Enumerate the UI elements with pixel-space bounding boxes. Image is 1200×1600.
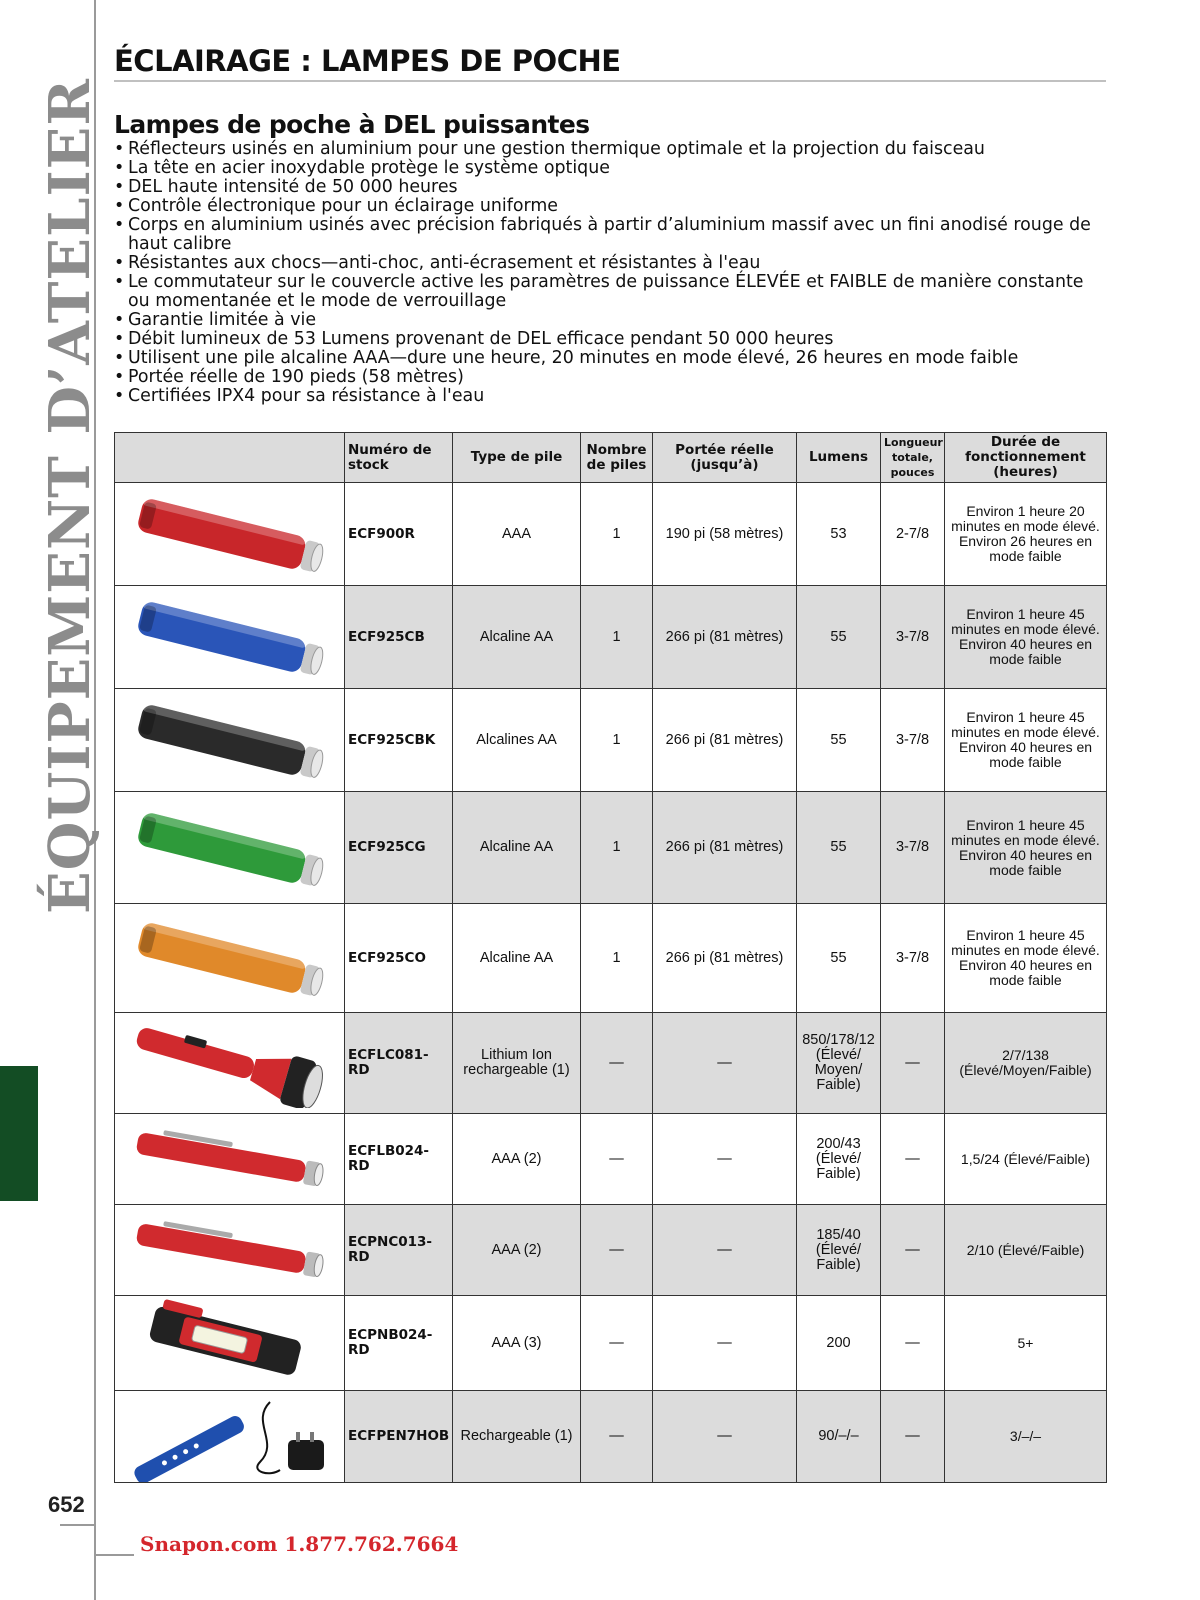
- cell-lumens: 185/40 (Élevé/ Faible): [797, 1205, 881, 1296]
- cell-range: —: [653, 1205, 797, 1296]
- header-range: Portée réelle (jusqu’à): [653, 433, 797, 483]
- cell-range: —: [653, 1013, 797, 1114]
- cell-length: —: [881, 1391, 945, 1483]
- feature-item: • Certifiées IPX4 pour sa résistance à l'eau: [114, 387, 1104, 406]
- cell-length: —: [881, 1205, 945, 1296]
- cell-length: 3-7/8: [881, 586, 945, 689]
- header-stock: Numéro de stock: [345, 433, 453, 483]
- product-image: [115, 689, 345, 792]
- penlight-red-icon: [120, 1114, 340, 1204]
- product-image: [115, 1013, 345, 1114]
- cell-duration: Environ 1 heure 45 minutes en mode élevé. Environ 40 heures en mode faible: [945, 689, 1107, 792]
- feature-item: • DEL haute intensité de 50 000 heures: [114, 178, 1104, 197]
- cell-lumens: 90/–/–: [797, 1391, 881, 1483]
- cell-count: —: [581, 1391, 653, 1483]
- penlight-blue-charger-icon: [120, 1392, 340, 1482]
- work-light-red-icon: [120, 1298, 340, 1388]
- table-row: [115, 1013, 1107, 1114]
- cell-battery: Alcaline AA: [453, 586, 581, 689]
- side-title: ÉQUIPEMENT D’ATELIER: [37, 78, 103, 914]
- cell-count: 1: [581, 792, 653, 904]
- table-row: [115, 1296, 1107, 1391]
- cell-lumens: 850/178/12 (Élevé/ Moyen/ Faible): [797, 1013, 881, 1114]
- header-count: Nombre de piles: [581, 433, 653, 483]
- cell-length: 2-7/8: [881, 483, 945, 586]
- product-image: [115, 904, 345, 1013]
- cell-count: —: [581, 1013, 653, 1114]
- cell-count: 1: [581, 483, 653, 586]
- cell-battery: Alcaline AA: [453, 792, 581, 904]
- feature-item: • Garantie limitée à vie: [114, 311, 1104, 330]
- cell-lumens: 55: [797, 792, 881, 904]
- flashlight-red-icon: [120, 489, 340, 579]
- table-row: [115, 1391, 1107, 1483]
- cell-duration: 5+: [945, 1296, 1107, 1391]
- page-number: 652: [48, 1492, 85, 1517]
- page-title: ÉCLAIRAGE : LAMPES DE POCHE: [114, 44, 621, 78]
- cell-duration: Environ 1 heure 45 minutes en mode élevé. Environ 40 heures en mode faible: [945, 792, 1107, 904]
- cell-battery: Alcaline AA: [453, 904, 581, 1013]
- header-lumens: Lumens: [797, 433, 881, 483]
- cell-range: —: [653, 1114, 797, 1205]
- cell-range: —: [653, 1296, 797, 1391]
- feature-item: • Utilisent une pile alcaline AAA—dure une heure, 20 minutes en mode élevé, 26 heures en mode faible: [114, 349, 1104, 368]
- cell-stock: ECFLB024-RD: [345, 1114, 453, 1205]
- table-row: [115, 1205, 1107, 1296]
- cell-count: —: [581, 1205, 653, 1296]
- cell-range: 190 pi (58 mètres): [653, 483, 797, 586]
- cell-duration: Environ 1 heure 20 minutes en mode élevé. Environ 26 heures en mode faible: [945, 483, 1107, 586]
- cell-range: 266 pi (81 mètres): [653, 792, 797, 904]
- cell-range: 266 pi (81 mètres): [653, 586, 797, 689]
- cell-battery: AAA (3): [453, 1296, 581, 1391]
- cell-lumens: 55: [797, 689, 881, 792]
- cell-lumens: 55: [797, 586, 881, 689]
- cell-duration: Environ 1 heure 45 minutes en mode élevé. Environ 40 heures en mode faible: [945, 586, 1107, 689]
- cell-stock: ECF900R: [345, 483, 453, 586]
- feature-item: • Le commutateur sur le couvercle active les paramètres de puissance ÉLEVÉE et FAIBLE de manière constante ou momentanée et le mode de verrouillage: [114, 273, 1104, 311]
- feature-item: • Réflecteurs usinés en aluminium pour une gestion thermique optimale et la projection du faisceau: [114, 140, 1104, 159]
- cell-stock: ECPNB024-RD: [345, 1296, 453, 1391]
- product-image: [115, 1391, 345, 1483]
- cell-count: 1: [581, 904, 653, 1013]
- feature-item: • Contrôle électronique pour un éclairage uniforme: [114, 197, 1104, 216]
- footer-rule: [96, 1554, 134, 1556]
- footer-contact: Snapon.com 1.877.762.7664: [140, 1532, 459, 1556]
- table-row: [115, 904, 1107, 1013]
- cell-battery: AAA (2): [453, 1114, 581, 1205]
- cell-length: —: [881, 1296, 945, 1391]
- cell-range: —: [653, 1391, 797, 1483]
- feature-item: • Corps en aluminium usinés avec précision fabriqués à partir d’aluminium massif avec un fini anodisé rouge de haut calibre: [114, 216, 1104, 254]
- cell-battery: AAA: [453, 483, 581, 586]
- cell-range: 266 pi (81 mètres): [653, 689, 797, 792]
- table-row: [115, 483, 1107, 586]
- feature-list: [114, 140, 1104, 406]
- cell-lumens: 200/43 (Élevé/ Faible): [797, 1114, 881, 1205]
- title-rule: [114, 80, 1106, 82]
- penlight-red-clip-icon: [120, 1205, 340, 1295]
- cell-battery: Rechargeable (1): [453, 1391, 581, 1483]
- cell-range: 266 pi (81 mètres): [653, 904, 797, 1013]
- section-tab: [0, 1066, 38, 1201]
- page-number-rule: [60, 1524, 96, 1526]
- spec-table: [114, 432, 1107, 1483]
- header-image: [115, 433, 345, 483]
- cell-duration: 3/–/–: [945, 1391, 1107, 1483]
- cell-stock: ECFLC081-RD: [345, 1013, 453, 1114]
- cell-duration: 1,5/24 (Élevé/Faible): [945, 1114, 1107, 1205]
- cell-length: —: [881, 1114, 945, 1205]
- cell-length: 3-7/8: [881, 689, 945, 792]
- flashlight-orange-icon: [120, 913, 340, 1003]
- cell-stock: ECF925CBK: [345, 689, 453, 792]
- feature-item: • Résistantes aux chocs—anti-choc, anti-écrasement et résistantes à l'eau: [114, 254, 1104, 273]
- cell-length: —: [881, 1013, 945, 1114]
- table-row: [115, 792, 1107, 904]
- feature-item: • La tête en acier inoxydable protège le système optique: [114, 159, 1104, 178]
- cell-count: 1: [581, 586, 653, 689]
- product-image: [115, 586, 345, 689]
- flashlight-blue-icon: [120, 592, 340, 682]
- product-image: [115, 1205, 345, 1296]
- cell-duration: 2/10 (Élevé/Faible): [945, 1205, 1107, 1296]
- cell-stock: ECF925CO: [345, 904, 453, 1013]
- feature-item: • Débit lumineux de 53 Lumens provenant de DEL efficace pendant 50 000 heures: [114, 330, 1104, 349]
- cell-duration: 2/7/138 (Élevé/Moyen/Faible): [945, 1013, 1107, 1114]
- cell-stock: ECF925CB: [345, 586, 453, 689]
- flashlight-red-large-icon: [120, 1018, 340, 1108]
- cell-duration: Environ 1 heure 45 minutes en mode élevé. Environ 40 heures en mode faible: [945, 904, 1107, 1013]
- header-duration: Durée de fonctionnement (heures): [945, 433, 1107, 483]
- product-image: [115, 1296, 345, 1391]
- cell-count: —: [581, 1114, 653, 1205]
- cell-stock: ECFPEN7HOB: [345, 1391, 453, 1483]
- flashlight-green-icon: [120, 803, 340, 893]
- cell-lumens: 55: [797, 904, 881, 1013]
- cell-battery: AAA (2): [453, 1205, 581, 1296]
- feature-item: • Portée réelle de 190 pieds (58 mètres): [114, 368, 1104, 387]
- product-image: [115, 1114, 345, 1205]
- table-header-row: [115, 433, 1107, 483]
- table-row: [115, 586, 1107, 689]
- cell-battery: Lithium Ion rechargeable (1): [453, 1013, 581, 1114]
- cell-lumens: 53: [797, 483, 881, 586]
- cell-stock: ECF925CG: [345, 792, 453, 904]
- cell-count: —: [581, 1296, 653, 1391]
- cell-stock: ECPNC013-RD: [345, 1205, 453, 1296]
- product-image: [115, 483, 345, 586]
- table-row: [115, 1114, 1107, 1205]
- cell-battery: Alcalines AA: [453, 689, 581, 792]
- header-battery: Type de pile: [453, 433, 581, 483]
- cell-length: 3-7/8: [881, 904, 945, 1013]
- cell-count: 1: [581, 689, 653, 792]
- cell-length: 3-7/8: [881, 792, 945, 904]
- header-length: Longueur totale, pouces: [881, 433, 945, 483]
- section-title: Lampes de poche à DEL puissantes: [114, 110, 590, 139]
- cell-lumens: 200: [797, 1296, 881, 1391]
- flashlight-black-icon: [120, 695, 340, 785]
- product-image: [115, 792, 345, 904]
- table-row: [115, 689, 1107, 792]
